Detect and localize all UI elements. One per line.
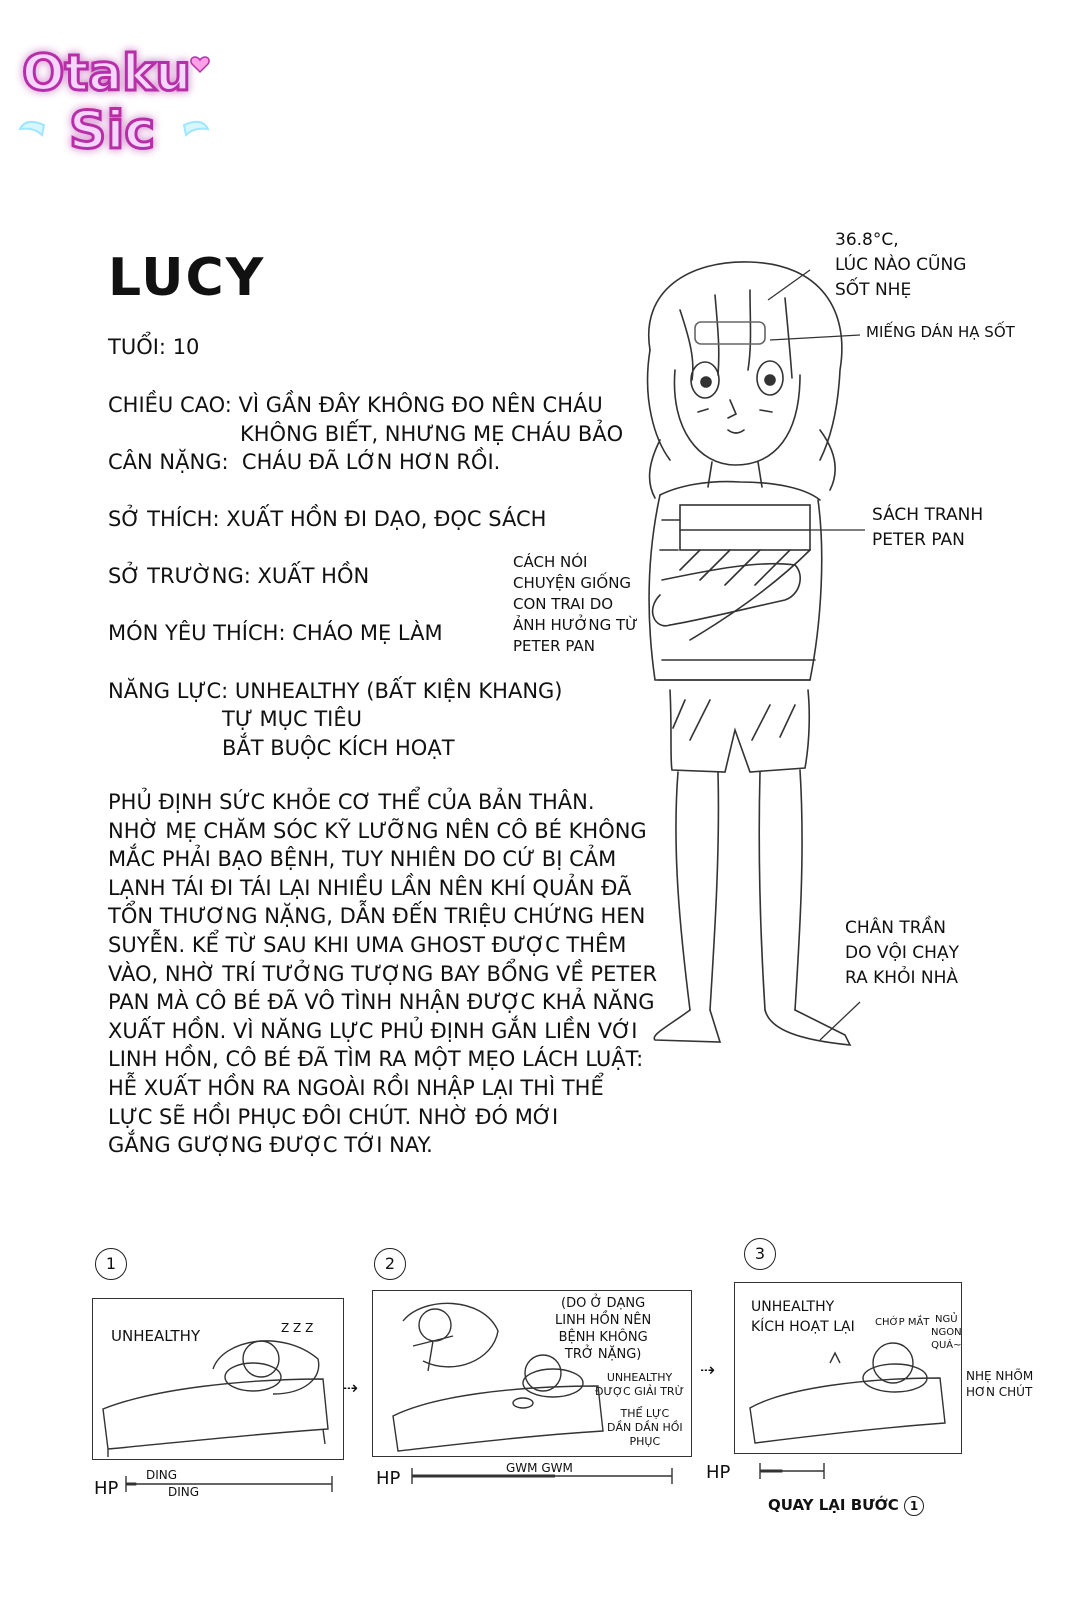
age-value: 10 <box>172 335 200 359</box>
panel-2-note3-line: DẦN DẦN HỒI <box>607 1421 683 1434</box>
description-line: XUẤT HỒN. VÌ NĂNG LỰC PHỦ ĐỊNH GẮN LIỀN VỚI <box>108 1018 638 1043</box>
panel-3-sleep-line: QUÁ~ <box>931 1340 962 1351</box>
description-line: GẮNG GƯỢNG ĐƯỢC TỚI NAY. <box>108 1133 433 1158</box>
description-line: PHỦ ĐỊNH SỨC KHỎE CƠ THỂ CỦA BẢN THÂN. <box>108 790 595 814</box>
weight-field <box>108 448 500 477</box>
patch-note: MIẾNG DÁN HẠ SỐT <box>866 323 1015 341</box>
ability-label: NĂNG LỰC: <box>108 679 229 703</box>
height-field <box>108 391 603 420</box>
step-number-3: 3 <box>744 1238 776 1270</box>
weight-value: CHÁU ĐÃ LỚN HƠN RỒI. <box>241 450 501 474</box>
panel-2-hp-label: HP <box>376 1468 401 1489</box>
panel-2-note-line: LINH HỒN NÊN <box>555 1313 652 1328</box>
speech-line: CON TRAI DO <box>513 595 614 613</box>
step-number-1: 1 <box>95 1248 127 1280</box>
strength-field <box>108 562 369 591</box>
panel-2-sfx: GWM GWM <box>506 1461 573 1475</box>
panel-2-note3-line: PHỤC <box>629 1435 661 1448</box>
favorite-food-label: MÓN YÊU THÍCH: <box>108 621 286 645</box>
panel-1-bed-sketch <box>93 1299 343 1459</box>
height-label: CHIỀU CAO: <box>108 393 232 417</box>
panel-2-note-line: (DO Ở DẠNG <box>561 1296 646 1311</box>
back-to-step <box>768 1496 924 1516</box>
speech-line: CHUYỆN GIỐNG <box>513 574 632 592</box>
ability-value-line3: BẮT BUỘC KÍCH HOẠT <box>222 736 455 760</box>
back-step-number: 1 <box>904 1496 924 1516</box>
strength-value: XUẤT HỒN <box>257 564 370 588</box>
description-line: NHỜ MẸ CHĂM SÓC KỸ LƯỠNG NÊN CÔ BÉ KHÔNG <box>108 818 647 843</box>
panel-1-sfx-1: DING <box>146 1468 178 1482</box>
svg-text:Otaku: Otaku <box>22 44 191 102</box>
panel-2-note-line: BỆNH KHÔNG <box>558 1330 648 1345</box>
hobby-value: XUẤT HỒN ĐI DẠO, ĐỌC SÁCH <box>226 507 547 531</box>
temperature-line: LÚC NÀO CŨNG <box>835 255 967 275</box>
panel-1-hp-bar <box>92 1468 342 1508</box>
panel-2-note-line: TRỞ NẶNG) <box>564 1347 642 1362</box>
favorite-food-value: CHÁO MẸ LÀM <box>292 621 443 645</box>
description <box>108 788 668 1160</box>
barefoot-line: DO VỘI CHẠY <box>845 943 959 963</box>
back-to-step-label: QUAY LẠI BƯỚC <box>768 1496 899 1514</box>
book-line: SÁCH TRANH <box>872 505 984 525</box>
panel-3-relief-line: HƠN CHÚT <box>966 1385 1033 1399</box>
strength-label: SỞ TRƯỜNG: <box>108 564 251 588</box>
panel-3-bed-sketch <box>735 1283 961 1453</box>
age-field <box>108 333 199 362</box>
ability-value: UNHEALTHY (BẤT KIỆN KHANG) <box>234 679 563 703</box>
description-line: HỄ XUẤT HỒN RA NGOÀI RỒI NHẬP LẠI THÌ THỂ <box>108 1075 604 1100</box>
book-line: PETER PAN <box>872 530 965 550</box>
panel-3-sleep-line: NGON <box>931 1327 962 1338</box>
speech-line: CÁCH NÓI <box>513 553 588 571</box>
panel-1 <box>92 1298 344 1460</box>
panel-3-relief-note <box>966 1368 1033 1400</box>
description-line: LINH HỒN, CÔ BÉ ĐÃ TÌM RA MỘT MẸO LÁCH LUẬT: <box>108 1047 644 1072</box>
description-line: TỔN THƯƠNG NẶNG, DẪN ĐẾN TRIỆU CHỨNG HEN <box>108 904 646 929</box>
temperature-note <box>835 228 966 303</box>
book-note <box>872 503 983 553</box>
ability-value-line2: TỰ MỤC TIÊU <box>222 707 363 731</box>
panel-3-blink: CHỚP MẮT <box>875 1317 930 1328</box>
barefoot-note <box>845 916 959 991</box>
panel-3-relief-line: NHẸ NHÕM <box>966 1369 1034 1383</box>
panel-3-sleep-line: NGỦ <box>935 1314 958 1325</box>
panel-2 <box>372 1290 692 1457</box>
favorite-food-field <box>108 619 443 648</box>
description-line: LẠNH TÁI ĐI TÁI LẠI NHIỀU LẦN NÊN KHÍ QUẢN ĐÃ <box>108 875 632 900</box>
description-line: VÀO, NHỜ TRÍ TƯỞNG TƯỢNG BAY BỔNG VỀ PETER <box>108 961 658 986</box>
panel-1-sfx-2: DING <box>168 1485 200 1499</box>
step-number-2: 2 <box>374 1248 406 1280</box>
hobby-label: SỞ THÍCH: <box>108 507 220 531</box>
barefoot-line: CHÂN TRẦN <box>845 918 946 938</box>
weight-label: CÂN NẶNG: <box>108 450 229 474</box>
hobby-field <box>108 505 546 534</box>
panel-2-note3-line: THỂ LỰC <box>620 1407 670 1420</box>
speech-note <box>513 552 638 657</box>
description-line: PAN MÀ CÔ BÉ ĐÃ VÔ TÌNH NHẬN ĐƯỢC KHẢ NĂNG <box>108 990 655 1015</box>
description-line: SUYỄN. KỂ TỪ SAU KHI UMA GHOST ĐƯỢC THÊM <box>108 932 627 957</box>
panel-1-label: UNHEALTHY <box>111 1327 201 1345</box>
panel-2-bed-sketch <box>373 1291 691 1456</box>
height-value: VÌ GẦN ĐÂY KHÔNG ĐO NÊN CHÁU <box>238 393 603 417</box>
speech-line: PETER PAN <box>513 637 595 655</box>
panel-3-label-line: UNHEALTHY <box>751 1299 835 1315</box>
panel-3 <box>734 1282 962 1454</box>
ability-field <box>108 677 563 706</box>
arrow-icon: ⇢ <box>700 1360 716 1381</box>
description-line: LỰC SẼ HỒI PHỤC ĐÔI CHÚT. NHỜ ĐÓ MỚI <box>108 1104 559 1129</box>
otaku-sic-logo <box>14 30 214 160</box>
panel-3-hp-bar <box>734 1455 854 1495</box>
panel-1-hp-label: HP <box>94 1478 119 1499</box>
panel-2-note2-line: UNHEALTHY <box>606 1371 673 1384</box>
height-value-line2: KHÔNG BIẾT, NHƯNG MẸ CHÁU BẢO <box>240 422 624 446</box>
panel-2-note2-line: ĐƯỢC GIẢI TRỪ <box>595 1385 685 1398</box>
barefoot-line: RA KHỎI NHÀ <box>845 968 959 988</box>
svg-text:Sic: Sic <box>69 101 156 160</box>
panel-3-hp-label: HP <box>706 1462 731 1483</box>
description-line: MẮC PHẢI BẠO BỆNH, TUY NHIÊN DO CỨ BỊ CẢM <box>108 847 617 872</box>
temperature-line: 36.8°C, <box>835 230 899 250</box>
speech-line: ẢNH HƯỞNG TỪ <box>513 616 639 634</box>
panel-3-label-line: KÍCH HOẠT LẠI <box>751 1319 855 1335</box>
character-name: LUCY <box>108 248 266 308</box>
panel-1-zzz: Z Z Z <box>281 1321 314 1335</box>
arrow-icon: ⇢ <box>343 1378 359 1399</box>
temperature-line: SỐT NHẸ <box>835 280 912 300</box>
age-label: TUỔI: <box>108 335 166 359</box>
